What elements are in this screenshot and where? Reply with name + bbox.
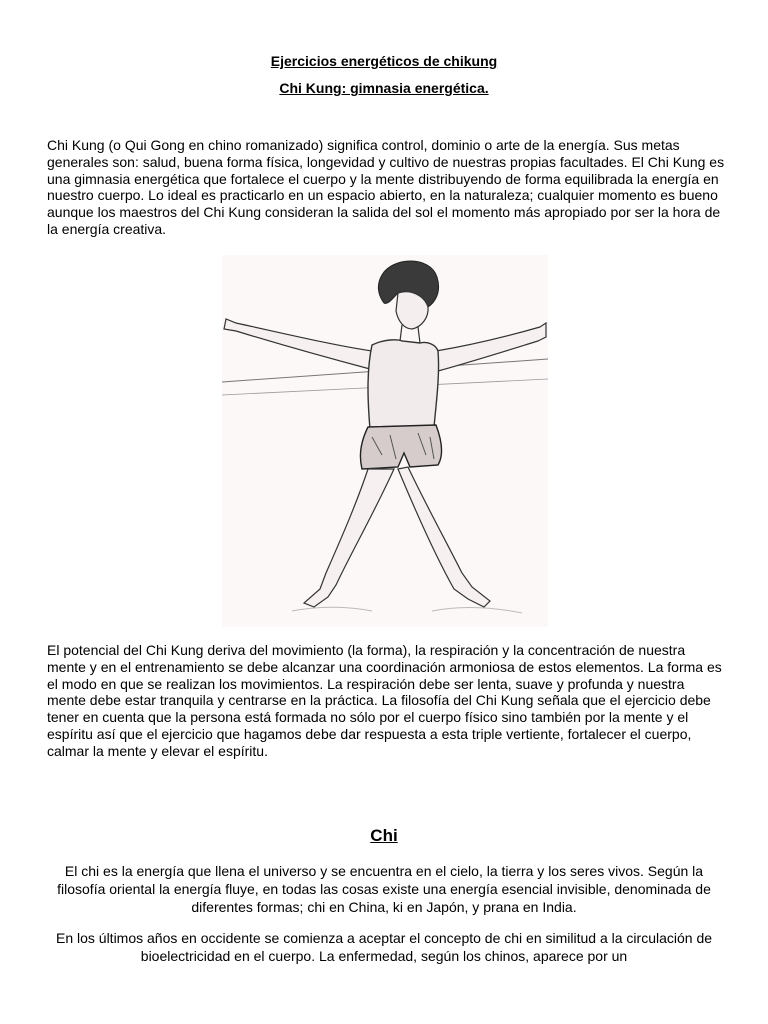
section-heading-chi: Chi bbox=[370, 826, 398, 845]
person-standing-arms-outstretched-illustration bbox=[222, 255, 548, 627]
left-arm bbox=[224, 319, 372, 369]
document-subtitle: Chi Kung: gimnasia energética. bbox=[279, 80, 489, 96]
right-arm bbox=[436, 323, 546, 371]
second-paragraph: El potencial del Chi Kung deriva del movimiento (la forma), la respiración y la concentración de nuestra mente y en el entrenamiento se debe alcanzar una coordinación armoniosa de estos elementos. La forma es el modo en que se realizan los movimientos. La respiración debe ser lenta, suave y profunda y nuestra mente debe estar tranquila y centrarse en la práctica. La filosofía del Chi Kung señala que el ejercicio debe tener en cuenta que la persona está formada no sólo por el cuerpo físico sino también por la mente y el espíritu así que el ejercicio que hagamos debe dar respuesta a esta triple vertiente, fortalecer el cuerpo, calmar la mente y elevar el espíritu. bbox=[47, 642, 722, 759]
chi-paragraph-2: En los últimos años en occidente se comienza a aceptar el concepto de chi en similitud a la circulación de bioelectricidad en el cuerpo. La enfermedad, según los chinos, aparece por un bbox=[55, 930, 713, 964]
shorts bbox=[360, 425, 441, 469]
left-leg bbox=[304, 469, 394, 607]
ground-shading bbox=[292, 607, 522, 613]
chi-paragraph-1: El chi es la energía que llena el universo y se encuentra en el cielo, la tierra y los seres vivos. Según la filosofía oriental la energía fluye, en todas las cosas existe una energía esencial invisible, denominada de diferentes formas; chi en China, ki en Japón, y prana en India. bbox=[57, 863, 711, 915]
intro-paragraph: Chi Kung (o Qui Gong en chino romanizado) significa control, dominio o arte de la energía. Sus metas generales son: salud, buena forma física, longevidad y cultivo de nuestras propias facultades. El Chi Kung es una gimnasia energética que fortalece el cuerpo y la mente distribuyendo de forma equilibrada la energía en nuestro cuerpo. Lo ideal es practicarlo en un espacio abierto, en la naturaleza; cualquier momento es bueno aunque los maestros del Chi Kung consideran la salida del sol el momento más apropiado por ser la hora de la energía creativa. bbox=[47, 137, 725, 237]
torso bbox=[368, 340, 439, 429]
chi-kung-illustration bbox=[222, 255, 548, 627]
document-title: Ejercicios energéticos de chikung bbox=[270, 53, 498, 69]
right-leg bbox=[398, 467, 490, 607]
